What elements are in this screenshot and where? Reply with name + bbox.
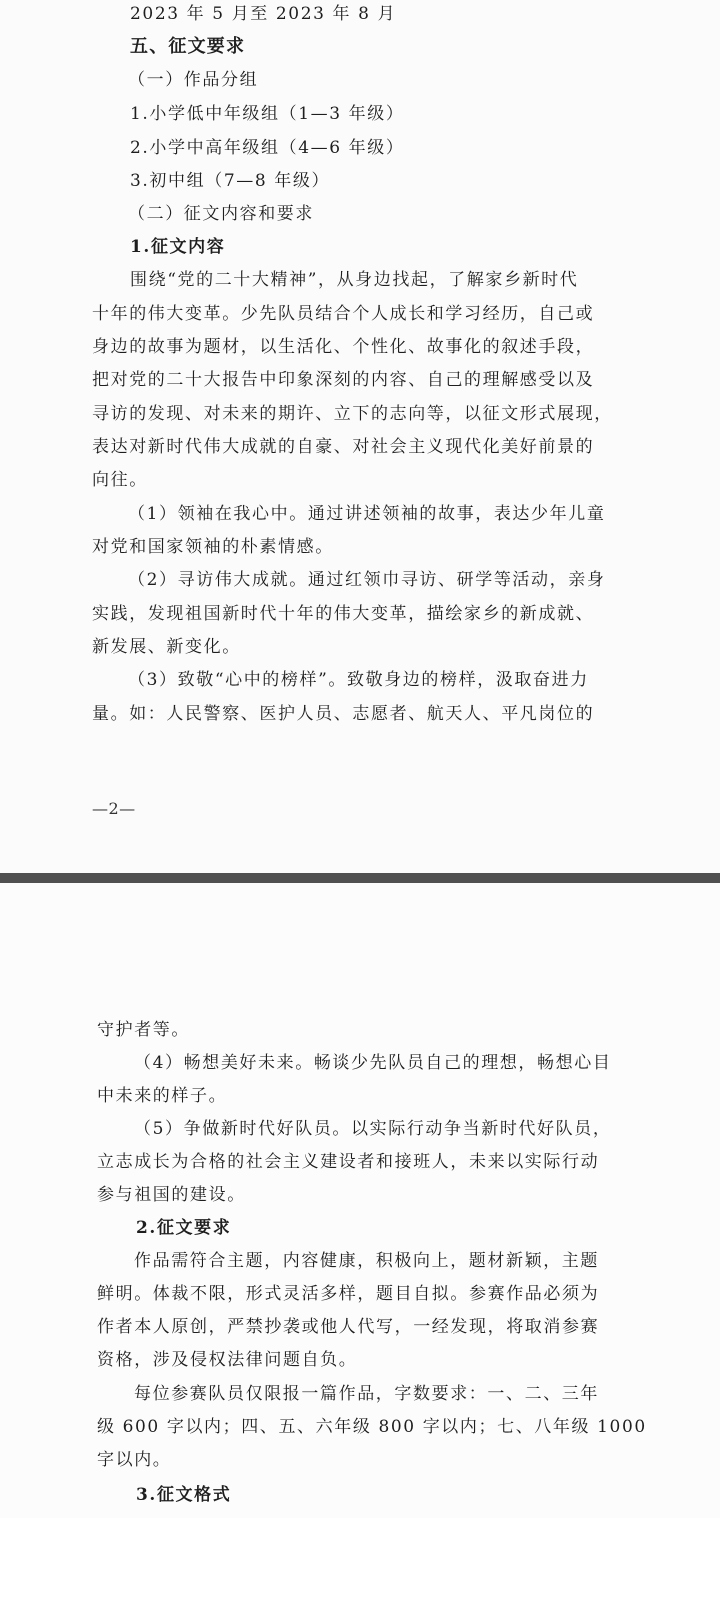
list-item-good-member: （5）争做新时代好队员。以实际行动争当新时代好队员， [134, 1119, 612, 1139]
paragraph-line: 级 600 字以内；四、五、六年级 800 字以内；七、八年级 1000 [97, 1417, 647, 1437]
document-page-2 [0, 883, 720, 1518]
page-separator [0, 873, 720, 883]
paragraph-line: 每位参赛队员仅限报一篇作品，字数要求：一、二、三年 [134, 1384, 599, 1404]
paragraph-line: 实践，发现祖国新时代十年的伟大变革，描绘家乡的新成就、 [92, 604, 595, 624]
paragraph-line: 作品需符合主题，内容健康，积极向上，题材新颖，主题 [134, 1251, 599, 1271]
paragraph-line: 字以内。 [97, 1450, 172, 1470]
paragraph-line: 身边的故事为题材，以生活化、个性化、故事化的叙述手段， [92, 337, 595, 357]
paragraph-line: 围绕“党的二十大精神”，从身边找起，了解家乡新时代 [130, 270, 579, 290]
paragraph-line: 参与祖国的建设。 [97, 1185, 246, 1205]
paragraph-line: 对党和国家领袖的朴素情感。 [92, 537, 334, 557]
group-item-1: 1.小学低中年级组（1—3 年级） [130, 104, 405, 124]
paragraph-line: 寻访的发现、对未来的期许、立下的志向等，以征文形式展现， [92, 404, 613, 424]
bottom-blank-area [0, 1518, 720, 1600]
subheading-content-requirements: （二）征文内容和要求 [128, 204, 314, 224]
date-range-line: 2023 年 5 月至 2023 年 8 月 [130, 4, 397, 24]
paragraph-line: 鲜明。体裁不限，形式灵活多样，题目自拟。参赛作品必须为 [97, 1284, 600, 1304]
paragraph-line: 表达对新时代伟大成就的自豪、对社会主义现代化美好前景的 [92, 437, 595, 457]
paragraph-line: 中未来的样子。 [97, 1086, 228, 1106]
group-item-2: 2.小学中高年级组（4—6 年级） [130, 138, 405, 158]
paragraph-line: 守护者等。 [97, 1020, 190, 1040]
paragraph-line: 资格，涉及侵权法律问题自负。 [97, 1350, 358, 1370]
paragraph-line: 十年的伟大变革。少先队员结合个人成长和学习经历，自己或 [92, 304, 595, 324]
page-number: —2— [92, 799, 136, 818]
paragraph-line: 立志成长为合格的社会主义建设者和接班人，未来以实际行动 [97, 1152, 600, 1172]
list-item-role-models: （3）致敬“心中的榜样”。致敬身边的榜样，汲取奋进力 [128, 670, 589, 690]
list-item-leader: （1）领袖在我心中。通过讲述领袖的故事，表达少年儿童 [128, 504, 606, 524]
group-item-3: 3.初中组（7—8 年级） [130, 171, 331, 191]
list-item-future: （4）畅想美好未来。畅谈少先队员自己的理想，畅想心目 [134, 1053, 612, 1073]
paragraph-line: 把对党的二十大报告中印象深刻的内容、自己的理解感受以及 [92, 370, 595, 390]
section-heading-requirements: 五、征文要求 [130, 36, 246, 57]
list-item-achievements: （2）寻访伟大成就。通过红领巾寻访、研学等活动，亲身 [128, 570, 606, 590]
paragraph-line: 向往。 [92, 470, 148, 490]
paragraph-line: 新发展、新变化。 [92, 637, 241, 657]
paragraph-line: 作者本人原创，严禁抄袭或他人代写，一经发现，将取消参赛 [97, 1317, 600, 1337]
paragraph-line: 量。如：人民警察、医护人员、志愿者、航天人、平凡岗位的 [92, 704, 595, 724]
heading-essay-requirements: 2.征文要求 [136, 1218, 232, 1238]
heading-essay-format: 3.征文格式 [136, 1485, 232, 1505]
subheading-grouping: （一）作品分组 [128, 70, 259, 90]
heading-essay-content: 1.征文内容 [130, 237, 226, 257]
